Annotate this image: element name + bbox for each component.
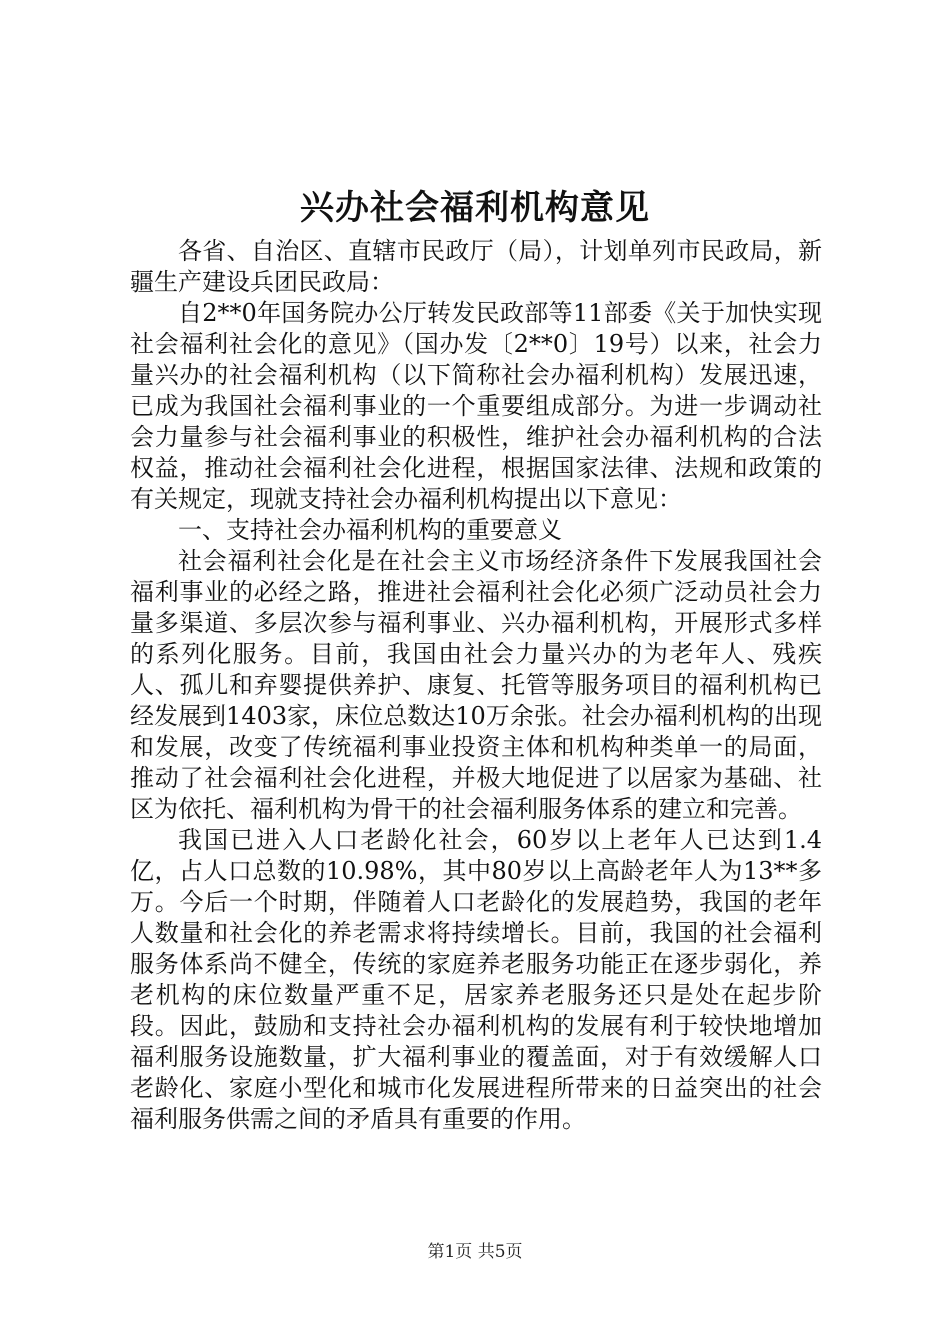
document-title: 兴办社会福利机构意见 — [300, 188, 650, 228]
body-paragraph: 社会福利社会化是在社会主义市场经济条件下发展我国社会福利事业的必经之路，推进社会福利社会化必须广泛动员社会力量多渠道、多层次参与福利事业、兴办福利机构，开展形式多样的系列化服务。目前，我国由社会力量兴办的为老年人、残疾人、孤儿和弃婴提供养护、康复、托管等服务项目的福利机构已经发展到1403家，床位总数达10万余张。社会办福利机构的出现和发展，改变了传统福利事业投资主体和机构种类单一的局面，推动了社会福利社会化进程，并极大地促进了以居家为基础、社区为依托、福利机构为骨干的社会福利服务体系的建立和完善。 — [130, 547, 822, 823]
section-heading: 一、支持社会办福利机构的重要意义 — [178, 516, 562, 544]
body-paragraph: 我国已进入人口老龄化社会，60岁以上老年人已达到1.4亿，占人口总数的10.98%，其中80岁以上高龄老年人为13**多万。今后一个时期，伴随着人口老龄化的发展趋势，我国的老年人数量和社会化的养老需求将持续增长。目前，我国的社会福利服务体系尚不健全，传统的家庭养老服务功能正在逐步弱化，养老机构的床位数量严重不足，居家养老服务还只是处在起步阶段。因此，鼓励和支持社会办福利机构的发展有利于较快地增加福利服务设施数量，扩大福利事业的覆盖面，对于有效缓解人口老龄化、家庭小型化和城市化发展进程所带来的日益突出的社会福利服务供需之间的矛盾具有重要的作用。 — [130, 826, 822, 1133]
document-body — [130, 236, 822, 1135]
page-footer: 第1页 共5页 — [427, 1242, 523, 1262]
salutation-paragraph: 各省、自治区、直辖市民政厅（局），计划单列市民政局，新疆生产建设兵团民政局： — [130, 237, 822, 296]
intro-paragraph: 自2**0年国务院办公厅转发民政部等11部委《关于加快实现社会福利社会化的意见》（国办发〔2**0〕19号）以来，社会力量兴办的社会福利机构（以下简称社会办福利机构）发展迅速，已成为我国社会福利事业的一个重要组成部分。为进一步调动社会力量参与社会福利事业的积极性，维护社会办福利机构的合法权益，推动社会福利社会化进程，根据国家法律、法规和政策的有关规定，现就支持社会办福利机构提出以下意见： — [130, 299, 822, 513]
